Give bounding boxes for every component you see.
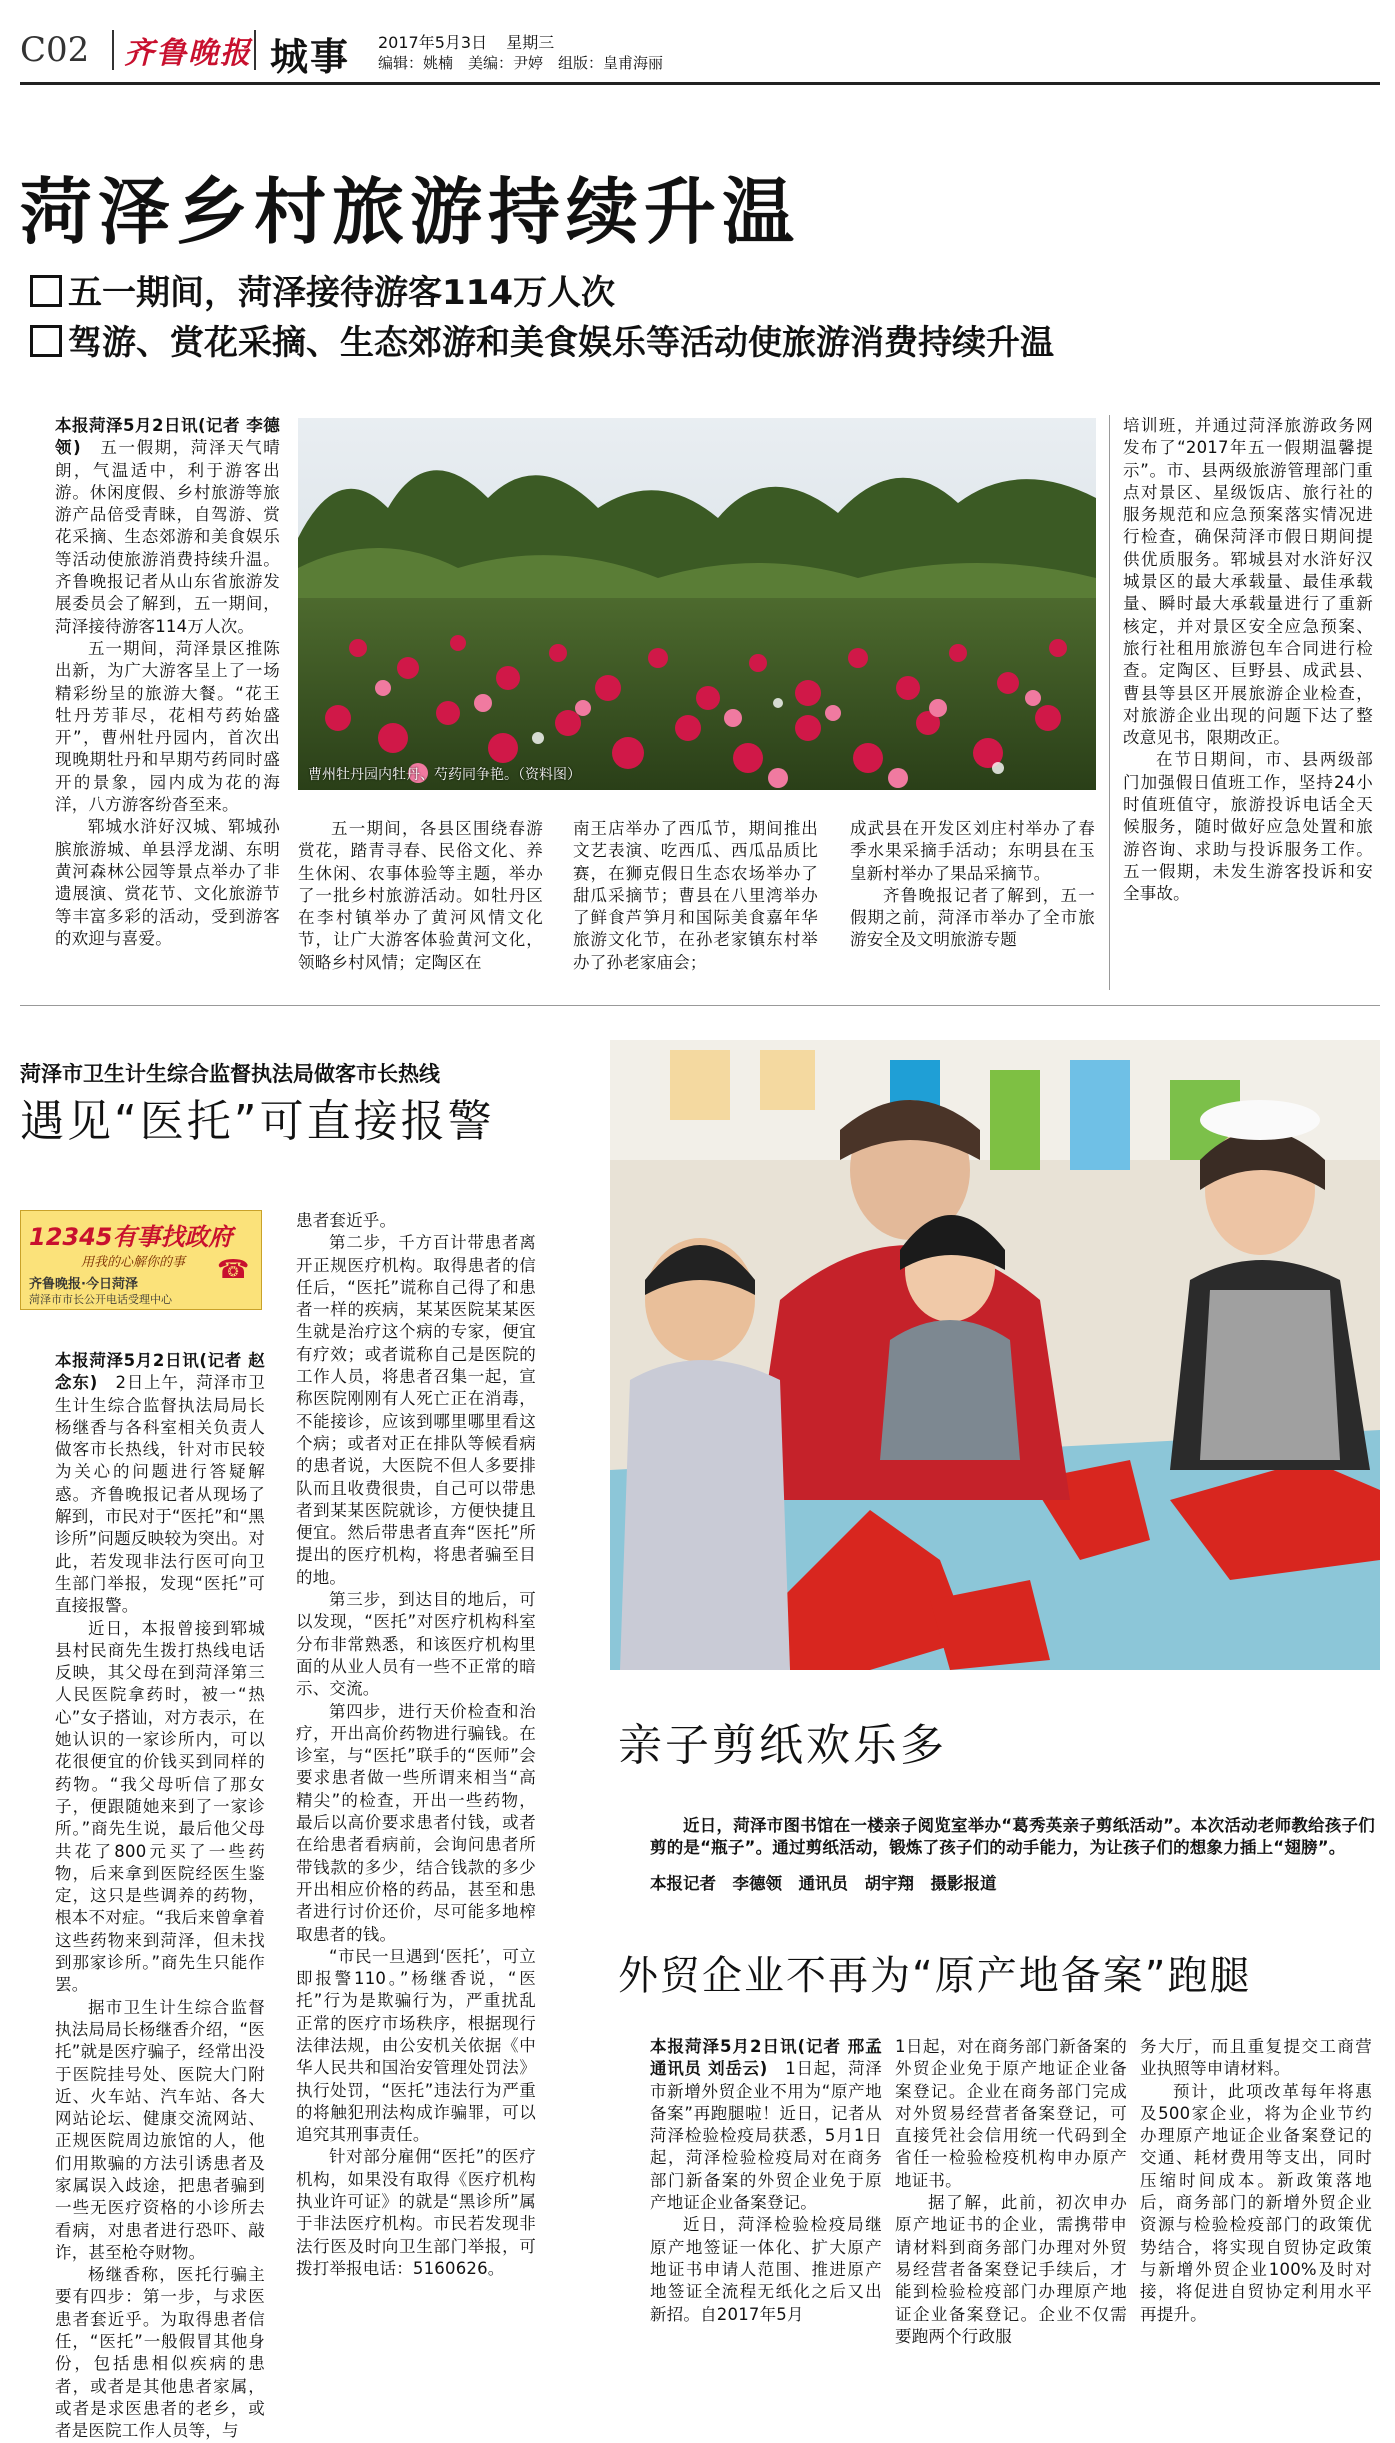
trade-col-3 [1140, 2036, 1372, 2391]
paragraph: 1日起，菏泽市新增外贸企业不用为“原产地备案”再跑腿啦！近日，记者从菏泽检验检疫局获悉，5月1日起，菏泽检验检疫局对在商务部门新备案的外贸企业免于原产地证企业备案登记。 [650, 2059, 883, 2213]
subhead-2-text: 驾游、赏花采摘、生态郊游和美食娱乐等活动使旅游消费持续升温 [68, 323, 1054, 363]
hotline-logo-slogan: 用我的心解你的事 [81, 1255, 186, 1270]
trade-col-2 [895, 2036, 1127, 2391]
tourism-col-3 [573, 818, 818, 988]
paragraph: 五一期间，各县区围绕春游赏花，踏青寻春、民俗文化、养生休闲、农事体验等主题，举办了一批乡村旅游活动。如牡丹区在李村镇举办了黄河风情文化节，让广大游客体验黄河文化，领略乡村风情；定陶区在 [298, 819, 543, 972]
paragraph: 南王店举办了西瓜节，期间推出文艺表演、吃西瓜、西瓜品质比赛，在狮克假日生态农场举办了甜瓜采摘节；曹县在八里湾举办了鲜食芦笋月和国际美食嘉年华旅游文化节，在孙老家镇东村举办了孙老家庙会； [573, 819, 818, 972]
paragraph: 据了解，此前，初次申办原产地证书的企业，需携带申请材料到商务部门办理对外贸易经营者备案登记手续后，才能到检验检疫部门办理原产地证企业备案登记。企业不仅需要跑两个行政服 [895, 2193, 1127, 2346]
hotline-logo-title: 12345有事找政府 [29, 1223, 233, 1251]
byline [55, 415, 280, 638]
subhead-1-text: 五一期间，菏泽接待游客114万人次 [68, 273, 615, 313]
paragraph: 预计，此项改革每年将惠及500家企业，将为企业节约办理原产地证企业备案登记的交通、耗材费用等支出，同时压缩时间成本。新政策落地后，商务部门的新增外贸企业资源与检验检疫部门的政策优势结合，将实现自贸协定政策与新增外贸企业100%及时对接，将促进自贸协定利用水平再提升。 [1140, 2081, 1372, 2324]
tourism-col-4 [850, 818, 1095, 988]
paragraph: 郓城水浒好汉城、郓城孙膑旅游城、单县浮龙湖、东明黄河森林公园等景点举办了非遗展演、赏花节、文化旅游节等丰富多彩的活动，受到游客的欢迎与喜爱。 [55, 817, 280, 948]
section-rule [20, 1005, 1380, 1006]
section-name: 城事 [270, 35, 351, 79]
tourism-col-2 [298, 818, 543, 988]
paragraph: 务大厅，而且重复提交工商营业执照等申请材料。 [1140, 2037, 1372, 2079]
phone-icon: ☎ [217, 1255, 250, 1285]
subhead-1 [30, 272, 615, 314]
hotline-logo [20, 1210, 262, 1310]
weekday-text: 星期三 [506, 33, 555, 52]
headline-tourism: 菏泽乡村旅游持续升温 [20, 170, 801, 254]
paragraph: 第二步，千方百计带患者离开正规医疗机构。取得患者的信任后，“医托”谎称自己得了和患者一样的疾病，某某医院某某医生就是治疗这个病的专家，便宜有疗效；或者谎称自己是医院的工作人员，将患者召集一起，宣称医院刚刚有人死亡正在消毒，不能接诊，应该到哪里哪里看这个病；或者对正在排队等候看病的患者说，大医院不但人多要排队而且收费很贵，自己可以带患者到某某医院就诊，方便快捷且便宜。然后带患者直奔“医托”所提出的医疗机构，将患者骗至目的地。 [296, 1233, 536, 1587]
header-credits: 编辑：姚楠 美编：尹婷 组版：皇甫海丽 [378, 54, 664, 72]
page-number: C02 [20, 30, 90, 70]
hotline-logo-brand: 齐鲁晚报·今日菏泽 [29, 1277, 138, 1292]
article-medical-scam [0, 1010, 600, 2441]
paper-cutting-image [610, 1040, 1380, 1670]
peony-garden-image [298, 418, 1096, 790]
paragraph: 成武县在开发区刘庄村举办了春季水果采摘手活动；东明县在玉皇新村举办了果品采摘节。 [850, 819, 1095, 883]
paragraph: 在节日期间，市、县两级部门加强假日值班工作，坚持24小时值班值守，旅游投诉电话全天候服务，随时做好应急处置和旅游咨询、求助与投诉服务工作。五一假期，未发生游客投诉和安全事故。 [1123, 750, 1373, 904]
checkbox-icon [30, 325, 62, 357]
paragraph: 2日上午，菏泽市卫生计生综合监督执法局局长杨继香与各科室相关负责人做客市长热线，针对市民较为关心的问题进行答疑解惑。齐鲁晚报记者从现场了解到，市民对于“医托”和“黑诊所”问题反映较为突出。对此，若发现非法行医可向卫生部门举报，发现“医托”可直接报警。 [55, 1373, 265, 1616]
photo-credit: 本报记者 李德领 通讯员 胡宇翔 摄影报道 [650, 1874, 997, 1893]
headline-foreign-trade: 外贸企业不再为“原产地备案”跑腿 [618, 1953, 1252, 1999]
hotline-logo-footer: 菏泽市市长公开电话受理中心 [29, 1293, 172, 1306]
article-foreign-trade [610, 1910, 1390, 2395]
paper-logo: 齐鲁晚报 [124, 36, 252, 71]
paragraph [650, 1815, 1375, 1860]
tourism-col-1 [55, 415, 280, 985]
checkbox-icon [30, 275, 62, 307]
paragraph: 患者套近乎。 [296, 1211, 397, 1230]
paragraph: 培训班，并通过菏泽旅游政务网发布了“2017年五一假期温馨提示”。市、县两级旅游管理部门重点对景区、星级饭店、旅行社的服务规范和应急预案落实情况进行检查，确保菏泽市假日期间提供优质服务。郓城县对水浒好汉城景区的最大承载量、最佳承载量、瞬时最大承载量进行了重新核定，并对景区安全应急预案、旅行社租用旅游包车合同进行检查。定陶区、巨野县、成武县、曹县等县区开展旅游企业检查，对旅游企业出现的问题下达了整改意见书，限期改正。 [1123, 416, 1373, 748]
subhead-2 [30, 322, 1054, 364]
headline-medical: 遇见“医托”可直接报警 [20, 1096, 495, 1147]
paragraph: 近日，本报曾接到郓城县村民商先生拨打热线电话反映，其父母在到菏泽第三人民医院拿药时，被一“热心”女子搭讪，对方表示，在她认识的一家诊所内，可以花很便宜的价钱买到同样的药物。“我父母听信了那女子，便跟随她来到了一家诊所。”商先生说，最后他父母共花了800元买了一些药物，后来拿到医院经医生鉴定，这只是些调养的药物，根本不对症。“我后来曾拿着这些药物来到菏泽，但未找到那家诊所。”商先生只能作罢。 [55, 1618, 265, 1995]
paper-cutting-photo [610, 1040, 1380, 1670]
paragraph: 五一期间，菏泽景区推陈出新，为广大游客呈上了一场精彩纷呈的旅游大餐。“花王牡丹芳菲尽，花相芍药始盛开”，曹州牡丹园内，首次出现晚期牡丹和早期芍药同时盛开的景象，园内成为花的海洋，八方游客纷沓至来。 [55, 638, 280, 815]
byline-text: 本报菏泽5月2日讯(记者 邢孟 通讯员 刘岳云) [650, 2037, 899, 2079]
article-tourism [0, 0, 1395, 1020]
trade-col-1 [650, 2036, 899, 2391]
medical-col-1 [55, 1350, 265, 2441]
medical-col-2 [296, 1210, 536, 2390]
date-text: 2017年5月3日 [378, 33, 488, 52]
paragraph: 齐鲁晚报记者了解到，五一假期之前，菏泽市举办了全市旅游安全及文明旅游专题 [850, 885, 1095, 950]
paragraph: 第四步，进行天价检查和治疗，开出高价药物进行骗钱。在诊室，与“医托”联手的“医师”会要求患者做一些所谓来相当“高精尖”的检查，开出一些药物，最后以高价要求患者付钱，或者在给患者看病前，会询问患者所带钱款的多少，结合钱款的多少开出相应价格的药品，甚至和患者进行讨价还价，尽可能多地榨取患者的钱。 [296, 1701, 536, 1944]
headline-paper-cutting: 亲子剪纸欢乐多 [618, 1720, 947, 1771]
paragraph: 五一假期，菏泽天气晴朗，气温适中，利于游客出游。休闲度假、乡村旅游等旅游产品倍受青睐，自驾游、赏花采摘、生态郊游和美食娱乐等活动使旅游消费持续升温。齐鲁晚报记者从山东省旅游发展委员会了解到，五一期间，菏泽接待游客114万人次。 [55, 438, 281, 636]
paragraph: 据市卫生计生综合监督执法局局长杨继香介绍，“医托”就是医疗骗子，经常出没于医院挂号处、医院大门附近、火车站、汽车站、各大网站论坛、健康交流网站、正规医院周边旅馆的人，他们用欺骗的方法引诱患者及家属误入歧途，把患者骗到一些无医疗资格的小诊所去看病，对患者进行恐吓、敲诈，甚至枪夺财物。 [55, 1997, 265, 2262]
paragraph: 近日，菏泽检验检疫局继原产地签证一体化、扩大原产地证书申请人范围、推进原产地签证全流程无纸化之后又出新招。自2017年5月 [650, 2215, 882, 2324]
byline [650, 2036, 899, 2214]
paragraph: 杨继香称，医托行骗主要有四步：第一步，与求医患者套近乎。为取得患者信任，“医托”一般假冒其他身份，包括患相似疾病的患者，或者是其他患者家属，或者是求医患者的老乡，或者是医院工作人员等，与 [55, 2265, 265, 2441]
tourism-col-5 [1123, 415, 1373, 990]
byline [55, 1350, 265, 1618]
paragraph: 针对部分雇佣“医托”的医疗机构，如果没有取得《医疗机构执业许可证》的就是“黑诊所”属于非法医疗机构。市民若发现非法行医及时向卫生部门举报，可拨打举报电话：5160626。 [296, 2147, 536, 2278]
paper-cutting-body [650, 1815, 1375, 1865]
byline-text: 本报菏泽5月2日讯(记者 李德领) [55, 416, 280, 458]
paragraph: 第三步，到达目的地后，可以发现，“医托”对医疗机构科室分布非常熟悉，和该医疗机构里面的从业人员有一些不正常的暗示、交流。 [296, 1590, 536, 1699]
article-paper-cutting [610, 1040, 1390, 1910]
byline-text: 本报菏泽5月2日讯(记者 赵念东) [55, 1351, 265, 1393]
paragraph: 1日起，对在商务部门新备案的外贸企业免于原产地证企业备案登记。企业在商务部门完成对外贸易经营者备案登记，可直接凭社会信用统一代码到全省任一检验检疫机构申办原产地证书。 [895, 2037, 1127, 2190]
peony-garden-photo [298, 418, 1096, 790]
paragraph-text: 近日，菏泽市图书馆在一楼亲子阅览室举办“葛秀英亲子剪纸活动”。本次活动老师教给孩子们剪的是“瓶子”。通过剪纸活动，锻炼了孩子们的动手能力，为让孩子们的想象力插上“翅膀”。 [650, 1816, 1375, 1858]
paragraph: “市民一旦遇到‘医托’，可立即报警110。”杨继香说，“医托”行为是欺骗行为，严重扰乱正常的医疗市场秩序，根据现行法律法规，由公安机关依据《中华人民共和国治安管理处罚法》执行处罚，“医托”违法行为严重的将触犯刑法构成诈骗罪，可以追究其刑事责任。 [296, 1946, 536, 2145]
photo-caption: 曹州牡丹园内牡丹、芍药同争艳。（资料图） [308, 767, 581, 783]
column-divider [1109, 415, 1110, 990]
kicker-medical: 菏泽市卫生计生综合监督执法局做客市长热线 [20, 1062, 440, 1086]
